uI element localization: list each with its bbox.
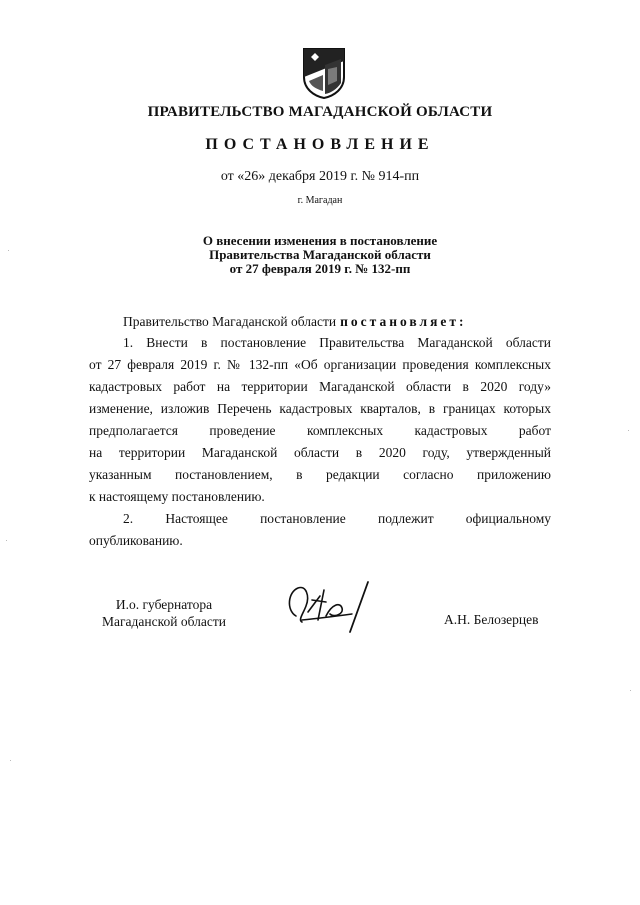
subject-line: О внесении изменения в постановление [202, 233, 438, 248]
document-city: г. Магадан [297, 195, 343, 206]
paragraph-line: опубликованию. [89, 533, 183, 548]
scan-speck [10, 760, 11, 761]
paragraph-line: 2. Настоящее постановление подлежит официальному [123, 511, 551, 526]
signer-position-line: Магаданской области [102, 614, 226, 629]
organization-title: ПРАВИТЕЛЬСТВО МАГАДАНСКОЙ ОБЛАСТИ [147, 104, 493, 120]
document-type: ПОСТАНОВЛЕНИЕ [205, 136, 435, 153]
coat-of-arms-icon [301, 47, 347, 99]
paragraph-line: от 27 февраля 2019 г. № 132-пп «Об организации проведения комплексных [89, 357, 551, 372]
scan-speck [8, 250, 9, 251]
scan-speck [630, 690, 631, 691]
paragraph-line: кадастровых работ на территории Магаданской области в 2020 году» [89, 379, 551, 394]
paragraph-line: 1. Внести в постановление Правительства Магаданской области [123, 335, 551, 350]
document-subject [0, 234, 640, 276]
document-date-number: от «26» декабря 2019 г. № 914-пп [220, 169, 420, 184]
paragraph-line: к настоящему постановлению. [89, 489, 265, 504]
signer-position-line: И.о. губернатора [115, 597, 213, 612]
subject-line: от 27 февраля 2019 г. № 132-пп [229, 261, 411, 276]
intro-text: Правительство Магаданской области [123, 314, 337, 329]
paragraph-1 [89, 332, 551, 508]
paragraph-line: указанным постановлением, в редакции согласно приложению [89, 467, 551, 482]
handwritten-signature [282, 576, 377, 636]
paragraph-line: на территории Магаданской области в 2020 году, утвержденный [89, 445, 551, 460]
paragraph-line: изменение, изложив Перечень кадастровых кварталов, в границах которых [89, 401, 551, 416]
resolution-intro [123, 314, 467, 330]
signer-name: А.Н. Белозерцев [444, 612, 539, 627]
scan-speck [6, 540, 7, 541]
subject-line: Правительства Магаданской области [209, 247, 431, 262]
paragraph-line: предполагается проведение комплексных кадастровых работ [89, 423, 551, 438]
scan-speck [628, 430, 629, 431]
intro-verb: постановляет: [340, 314, 467, 329]
signer-position [89, 596, 239, 630]
paragraph-2 [89, 508, 551, 552]
